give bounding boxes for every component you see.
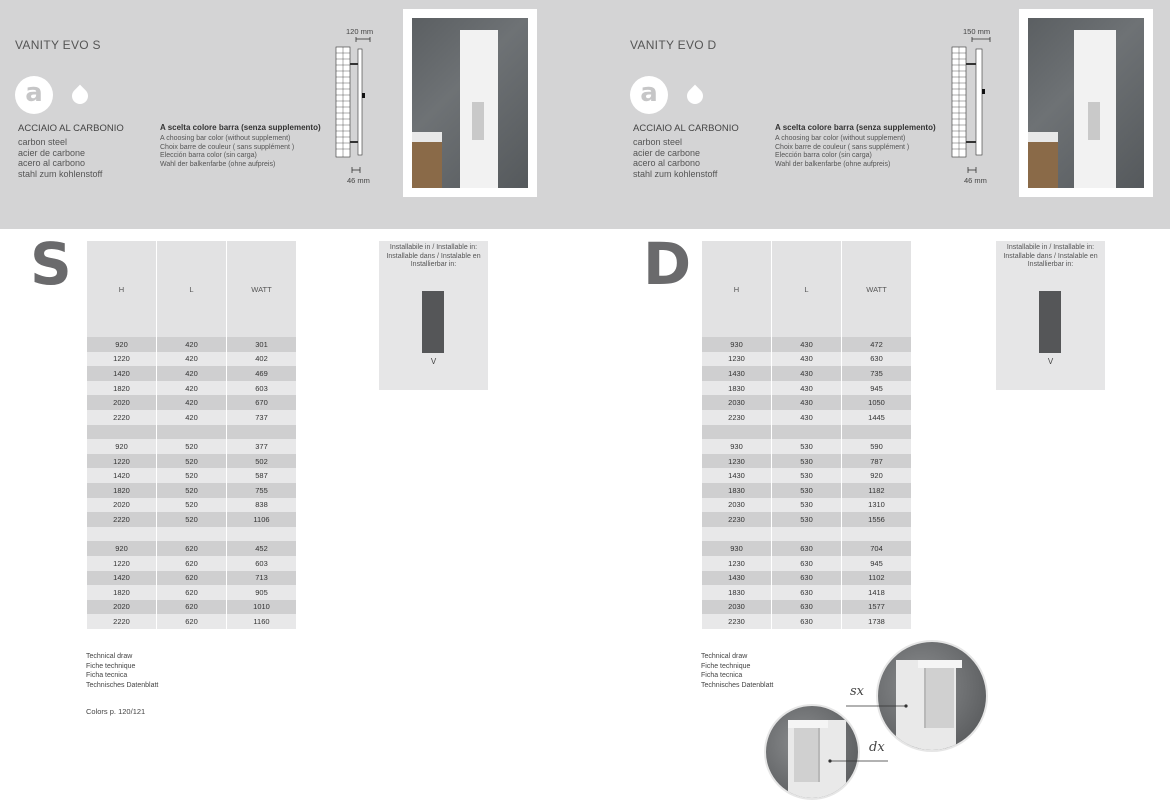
material-translation: acier de carbone [18,147,86,158]
cell-h: 1830 [702,585,772,600]
installation-label: V [430,357,437,366]
table-row [702,439,912,454]
cell-h: 1830 [702,381,772,396]
cell-h: 930 [702,337,772,352]
table-row [702,614,912,629]
cell-h: 1830 [702,483,772,498]
product-photo-image [412,18,528,188]
bar-color-translations [775,135,909,169]
table-row [87,556,297,571]
bar-color-translation: Elección barra color (sin carga) [775,152,872,160]
table-row [702,483,912,498]
cell-l: 520 [157,439,227,454]
cell-watt: 469 [227,366,297,381]
table-row [87,600,297,615]
cell-watt: 755 [227,483,297,498]
table-row [702,381,912,396]
technical-draw-line: Ficha tecnica [701,672,743,679]
cell-watt: 402 [227,352,297,367]
cell-h: 1420 [87,571,157,586]
table-row [87,337,297,352]
cell-h: 1430 [702,571,772,586]
table-row [702,337,912,352]
cell-h: 1820 [87,585,157,600]
colors-reference: Colors p. 120/121 [86,707,146,716]
technical-draw-link[interactable] [86,652,158,690]
cell-l: 520 [157,512,227,527]
cell-watt: 920 [842,468,912,483]
side-profile-drawing [950,37,994,177]
cell-l: 630 [772,585,842,600]
technical-draw-line: Fiche technique [701,662,751,670]
column-header: WATT [842,241,912,337]
cell-watt: 787 [842,454,912,469]
cell-watt: 1102 [842,571,912,586]
cell-l: 430 [772,366,842,381]
cell-h: 920 [87,337,157,352]
cell-watt: 1577 [842,600,912,615]
technical-draw-link[interactable] [701,652,773,690]
cell-h: 1230 [702,454,772,469]
cell-watt: 1160 [227,614,297,629]
cell-watt: 1182 [842,483,912,498]
vertical-radiator-icon [422,291,444,353]
cell-l: 420 [157,410,227,425]
dim-thickness-label: 46 mm [347,176,370,185]
table-row [87,381,297,396]
column-header: WATT [227,241,297,337]
spec-table [701,241,912,629]
installation-label: V [1047,357,1054,366]
table-row [87,468,297,483]
cell-h: 920 [87,439,157,454]
technical-draw-line: Fiche technique [86,662,136,670]
cell-h: 1820 [87,483,157,498]
installation-line: Installable dans / Instalable en [1003,252,1098,260]
table-separator-row [87,527,297,542]
table-row [702,556,912,571]
cell-h: 920 [87,541,157,556]
cell-l: 630 [772,600,842,615]
installation-line: Installierbar in: [410,261,457,268]
cell-watt: 838 [227,498,297,513]
cell-h: 2030 [702,395,772,410]
cell-h: 1220 [87,352,157,367]
table-row [702,454,912,469]
cell-h: 1420 [87,366,157,381]
cell-h: 1430 [702,366,772,381]
cell-l: 620 [157,614,227,629]
technical-draw-line: Technical draw [701,653,748,660]
cell-l: 630 [772,541,842,556]
cell-l: 530 [772,439,842,454]
table-separator-row [702,527,912,542]
table-separator-row [87,425,297,440]
bar-color-translation: Choix barre de couleur ( sans supplément ) [160,143,295,151]
cell-l: 630 [772,614,842,629]
table-header-row [702,241,912,337]
cell-l: 530 [772,468,842,483]
cell-watt: 1738 [842,614,912,629]
cell-watt: 1556 [842,512,912,527]
cell-h: 2220 [87,410,157,425]
cell-h: 1230 [702,352,772,367]
technical-draw-line: Ficha tecnica [86,672,128,679]
table-row [87,410,297,425]
technical-draw-line: Technisches Datenblatt [701,681,774,689]
cell-h: 1230 [702,556,772,571]
installation-line: Installable dans / Instalable en [386,252,481,260]
table-row [702,600,912,615]
cell-watt: 670 [227,395,297,410]
cell-watt: 737 [227,410,297,425]
cell-l: 420 [157,395,227,410]
cell-watt: 945 [842,381,912,396]
cell-l: 420 [157,352,227,367]
product-title: VANITY EVO D [630,38,717,52]
cell-l: 430 [772,381,842,396]
cell-l: 530 [772,498,842,513]
cell-h: 2230 [702,410,772,425]
cell-l: 620 [157,571,227,586]
column-header: L [157,241,227,337]
material-name: ACCIAIO AL CARBONIO [633,123,739,134]
cell-l: 520 [157,454,227,469]
installation-box [379,241,488,390]
dim-thickness-label: 46 mm [964,176,987,185]
cell-watt: 945 [842,556,912,571]
installation-line: Installabile in / Installable in: [1006,244,1095,251]
cell-watt: 630 [842,352,912,367]
cell-h: 2020 [87,600,157,615]
model-letter: S [30,230,72,298]
column-header: L [772,241,842,337]
cell-h: 2220 [87,512,157,527]
cell-h: 2030 [702,600,772,615]
cell-h: 1220 [87,454,157,469]
bar-color-translation: Wahl der balkenfarbe (ohne aufpreis) [160,160,276,168]
spec-table-body [702,241,912,629]
column-header: H [702,241,772,337]
sx-pointer-line [846,700,912,712]
table-row [87,454,297,469]
cell-watt: 603 [227,381,297,396]
table-separator-row [702,425,912,440]
column-header: H [87,241,157,337]
table-row [702,395,912,410]
cell-l: 430 [772,395,842,410]
table-row [702,498,912,513]
material-translation: carbon steel [18,137,68,147]
cell-h: 1430 [702,468,772,483]
cell-watt: 735 [842,366,912,381]
table-row [87,352,297,367]
material-translations [633,137,717,179]
table-row [702,366,912,381]
material-translation: acero al carbono [18,158,86,168]
cell-l: 420 [157,366,227,381]
cell-l: 620 [157,585,227,600]
table-row [702,352,912,367]
material-translation: stahl zum kohlenstoff [18,168,103,179]
table-row [702,512,912,527]
cell-l: 430 [772,337,842,352]
cell-watt: 603 [227,556,297,571]
cell-watt: 301 [227,337,297,352]
table-row [702,468,912,483]
cell-watt: 502 [227,454,297,469]
material-translation: acier de carbone [633,147,701,158]
cell-watt: 1010 [227,600,297,615]
material-translation: stahl zum kohlenstoff [633,168,718,179]
cell-l: 630 [772,556,842,571]
cell-watt: 590 [842,439,912,454]
cell-l: 530 [772,512,842,527]
cell-l: 620 [157,541,227,556]
cell-watt: 704 [842,541,912,556]
dx-label: dx [869,740,885,755]
header-band [0,0,1170,229]
cell-h: 930 [702,439,772,454]
table-header-row [87,241,297,337]
table-row [702,410,912,425]
table-row [87,483,297,498]
cell-h: 2020 [87,498,157,513]
material-icon: a [630,76,668,114]
material-translations [18,137,102,179]
bar-color-title: A scelta colore barra (senza supplemento) [775,123,936,132]
detail-image-dx [764,704,860,800]
cell-l: 620 [157,556,227,571]
cell-h: 2220 [87,614,157,629]
dim-depth-label: 120 mm [346,27,374,36]
dx-pointer-line [826,755,890,767]
cell-watt: 1310 [842,498,912,513]
installation-line: Installierbar in: [1027,261,1074,268]
table-row [702,541,912,556]
cell-l: 430 [772,410,842,425]
bar-color-translation: A choosing bar color (without supplement) [775,135,906,142]
cell-watt: 472 [842,337,912,352]
cell-l: 520 [157,483,227,498]
cell-l: 530 [772,483,842,498]
cell-watt: 713 [227,571,297,586]
cell-watt: 377 [227,439,297,454]
detail-image-sx [876,640,988,752]
spec-table [86,241,297,629]
cell-h: 930 [702,541,772,556]
bar-color-translation: A choosing bar color (without supplement) [160,135,291,142]
side-profile-drawing [334,37,374,177]
material-translation: carbon steel [633,137,683,147]
installation-text [379,241,488,270]
cell-h: 2230 [702,512,772,527]
table-row [87,571,297,586]
installation-line: Installabile in / Installable in: [389,244,478,251]
dim-depth-label: 150 mm [963,27,991,36]
bar-color-title: A scelta colore barra (senza supplemento) [160,123,321,132]
cell-l: 620 [157,600,227,615]
cell-l: 420 [157,381,227,396]
cell-watt: 452 [227,541,297,556]
table-row [87,585,297,600]
model-letter: D [643,230,692,298]
technical-draw-line: Technical draw [86,653,133,660]
table-row [702,585,912,600]
cell-h: 2020 [87,395,157,410]
material-translation: acero al carbono [633,158,701,168]
cell-watt: 587 [227,468,297,483]
table-row [87,614,297,629]
cell-h: 2030 [702,498,772,513]
cell-h: 1820 [87,381,157,396]
cell-l: 520 [157,498,227,513]
installation-box [996,241,1105,390]
table-row [87,498,297,513]
cell-l: 530 [772,454,842,469]
cell-watt: 905 [227,585,297,600]
material-icon: a [15,76,53,114]
cell-watt: 1050 [842,395,912,410]
table-row [87,366,297,381]
cell-l: 430 [772,352,842,367]
table-row [87,439,297,454]
cell-watt: 1445 [842,410,912,425]
bar-color-translation: Choix barre de couleur ( sans supplément ) [775,143,910,151]
cell-watt: 1418 [842,585,912,600]
cell-l: 520 [157,468,227,483]
table-row [87,395,297,410]
cell-h: 2230 [702,614,772,629]
cell-h: 1420 [87,468,157,483]
product-photo-image [1028,18,1144,188]
product-title: VANITY EVO S [15,38,101,52]
product-photo [1019,9,1153,197]
cell-watt: 1106 [227,512,297,527]
table-row [87,541,297,556]
sx-label: sx [850,684,865,699]
vertical-radiator-icon [1039,291,1061,353]
product-photo [403,9,537,197]
bar-color-translation: Wahl der balkenfarbe (ohne aufpreis) [775,160,891,168]
spec-table-body [87,241,297,629]
table-row [702,571,912,586]
table-row [87,512,297,527]
cell-l: 630 [772,571,842,586]
technical-draw-line: Technisches Datenblatt [86,681,159,689]
bar-color-translations [160,135,294,169]
bar-color-translation: Elección barra color (sin carga) [160,152,257,160]
installation-text [996,241,1105,270]
cell-h: 1220 [87,556,157,571]
cell-l: 420 [157,337,227,352]
material-name: ACCIAIO AL CARBONIO [18,123,124,134]
